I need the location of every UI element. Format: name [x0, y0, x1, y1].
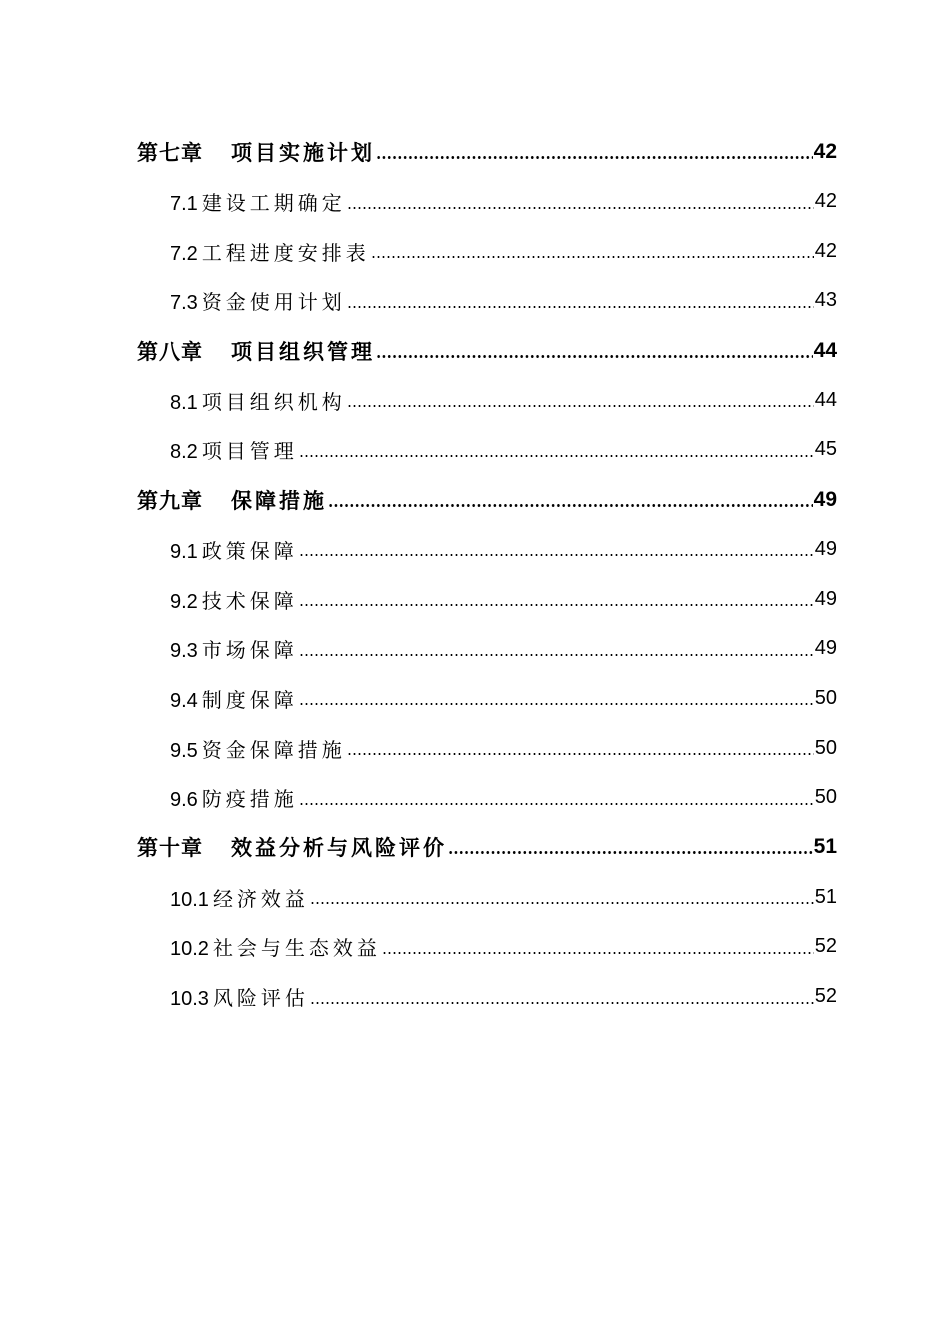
dot-leader	[376, 341, 813, 361]
toc-chapter-label: 第十章 效益分析与风险评价	[137, 836, 447, 861]
dot-leader	[347, 738, 814, 758]
toc-page-number: 42	[814, 190, 837, 213]
toc-page-number: 52	[814, 985, 837, 1008]
toc-section-label: 9.4 制度保障	[170, 687, 298, 712]
toc-section-7-3[interactable]	[0, 276, 950, 326]
toc-chapter-10[interactable]	[0, 823, 950, 873]
dot-leader	[299, 639, 814, 659]
dot-leader	[347, 291, 814, 311]
dot-leader	[310, 987, 814, 1007]
dot-leader	[299, 440, 814, 460]
toc-page-number: 50	[814, 736, 837, 759]
toc-section-label: 8.1 项目组织机构	[170, 389, 346, 414]
toc-page-number: 51	[813, 835, 837, 859]
toc-chapter-label: 第七章 项目实施计划	[137, 140, 375, 165]
toc-section-label: 10.1 经济效益	[170, 886, 309, 911]
toc-chapter-label: 第九章 保障措施	[137, 488, 327, 513]
toc-section-label: 10.2 社会与生态效益	[170, 936, 381, 961]
dot-leader	[299, 688, 814, 708]
dot-leader	[347, 192, 814, 212]
dot-leader	[299, 589, 814, 609]
toc-section-9-2[interactable]	[0, 574, 950, 624]
toc-chapter-label: 第八章 项目组织管理	[137, 339, 375, 364]
toc-section-label: 9.3 市场保障	[170, 638, 298, 663]
toc-page-number: 42	[814, 239, 837, 262]
toc-page-number: 50	[814, 686, 837, 709]
dot-leader	[371, 241, 814, 261]
toc-page-number: 49	[814, 637, 837, 660]
toc-page-number: 52	[814, 935, 837, 958]
toc-section-9-4[interactable]	[0, 674, 950, 724]
toc-section-7-2[interactable]	[0, 226, 950, 276]
toc-page-number: 49	[814, 587, 837, 610]
toc-page-number: 49	[814, 537, 837, 560]
toc-chapter-9[interactable]	[0, 475, 950, 525]
toc-section-9-3[interactable]	[0, 624, 950, 674]
toc-page-number: 51	[814, 885, 837, 908]
toc-section-label: 9.5 资金保障措施	[170, 737, 346, 762]
toc-section-10-3[interactable]	[0, 972, 950, 1022]
dot-leader	[299, 539, 814, 559]
toc-section-9-6[interactable]	[0, 773, 950, 823]
toc-section-9-5[interactable]	[0, 723, 950, 773]
dot-leader	[347, 390, 814, 410]
dot-leader	[328, 490, 813, 510]
dot-leader	[382, 937, 814, 957]
toc-section-10-1[interactable]	[0, 872, 950, 922]
toc-page-number: 43	[814, 289, 837, 312]
toc-section-label: 7.3 资金使用计划	[170, 290, 346, 315]
toc-chapter-7[interactable]	[0, 127, 950, 177]
toc-chapter-8[interactable]	[0, 326, 950, 376]
table-of-contents	[0, 127, 950, 1021]
toc-page-number: 49	[813, 487, 837, 511]
toc-section-label: 7.2 工程进度安排表	[170, 240, 370, 265]
toc-page-number: 44	[813, 338, 837, 362]
toc-section-7-1[interactable]	[0, 177, 950, 227]
toc-section-label: 8.2 项目管理	[170, 439, 298, 464]
toc-section-label: 7.1 建设工期确定	[170, 191, 346, 216]
dot-leader	[448, 837, 813, 857]
toc-page-number: 50	[814, 786, 837, 809]
toc-section-label: 10.3 风险评估	[170, 986, 309, 1011]
toc-section-label: 9.6 防疫措施	[170, 787, 298, 812]
toc-section-10-2[interactable]	[0, 922, 950, 972]
toc-section-9-1[interactable]	[0, 525, 950, 575]
toc-page-number: 45	[814, 438, 837, 461]
toc-section-8-1[interactable]	[0, 375, 950, 425]
toc-page-number: 44	[814, 388, 837, 411]
dot-leader	[310, 887, 814, 907]
dot-leader	[376, 142, 813, 162]
dot-leader	[299, 788, 814, 808]
toc-section-8-2[interactable]	[0, 425, 950, 475]
toc-section-label: 9.1 政策保障	[170, 538, 298, 563]
toc-page-number: 42	[813, 139, 837, 163]
toc-section-label: 9.2 技术保障	[170, 588, 298, 613]
